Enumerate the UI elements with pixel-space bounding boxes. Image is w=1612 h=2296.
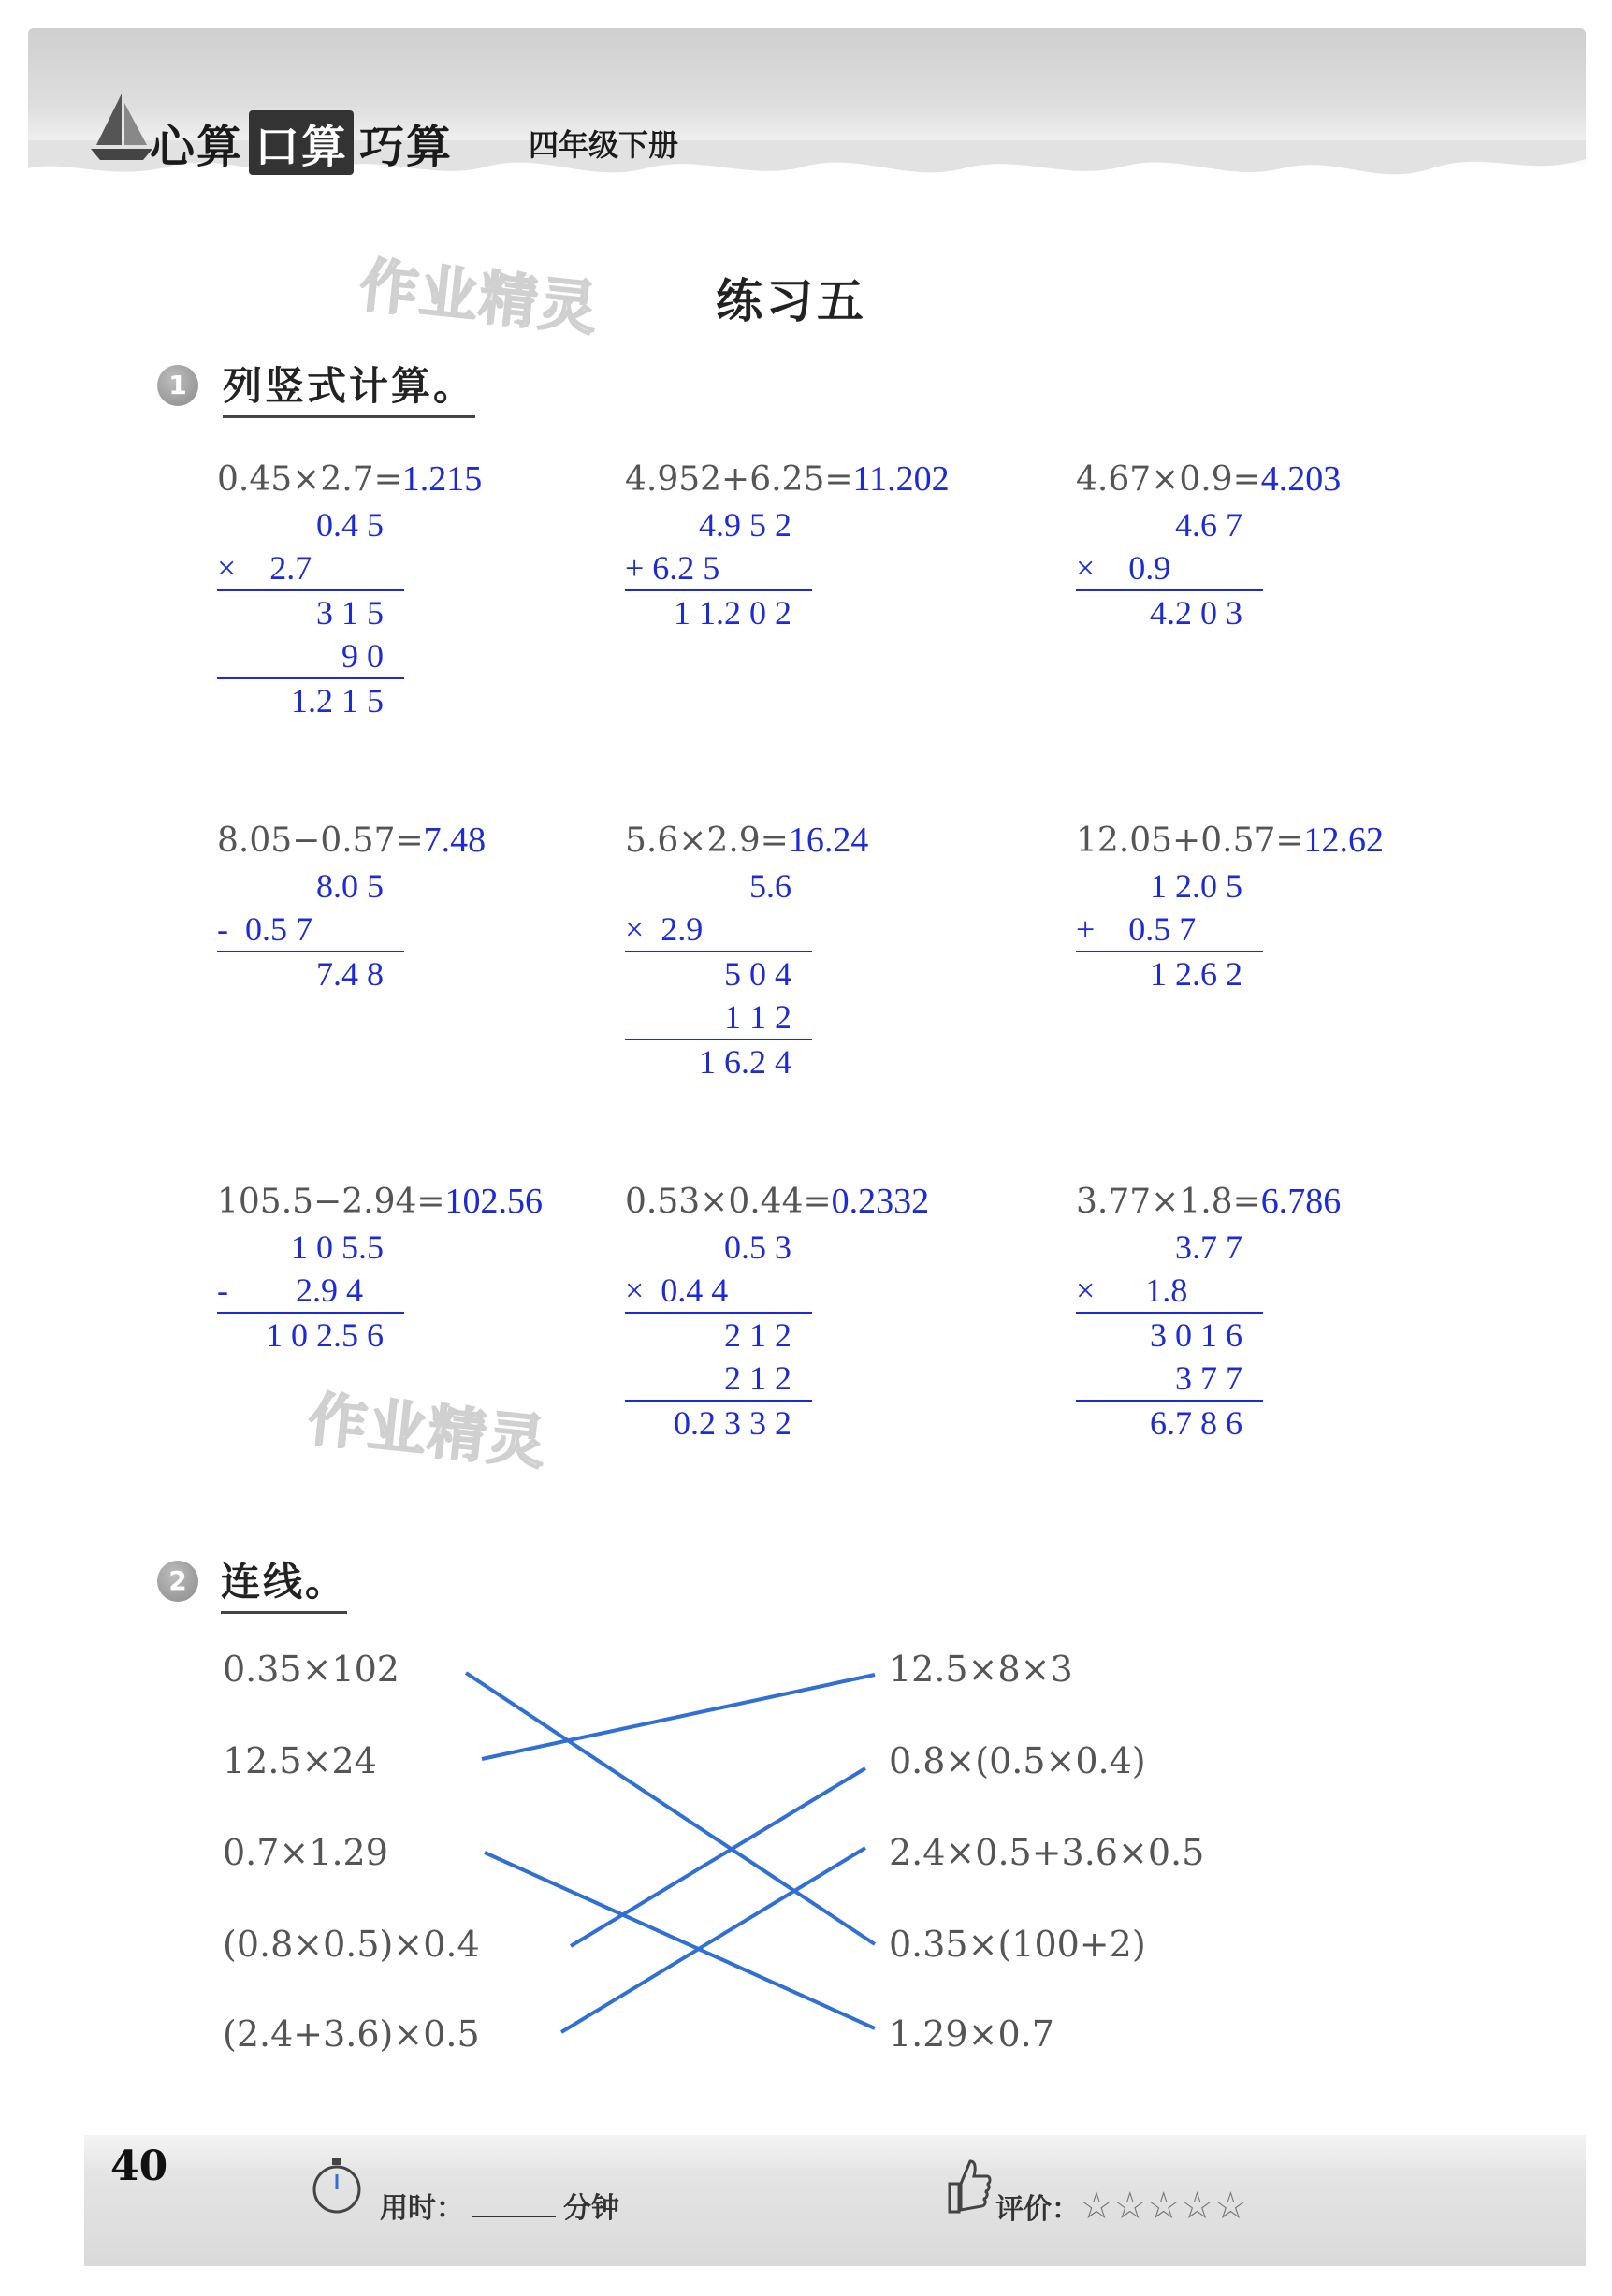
vertical-line: 6.7 8 6	[1076, 1400, 1263, 1445]
vertical-line: 8.0 5	[316, 867, 384, 905]
expression-text: 3.77×1.8=	[1076, 1183, 1261, 1221]
time-field: 用时： 分钟	[380, 2192, 619, 2225]
vertical-line: 4.6 7	[1175, 506, 1242, 544]
expression-text: 0.45×2.7=	[217, 460, 402, 499]
vertical-line: + 6.2 5	[625, 549, 720, 587]
handwritten-answer: 11.202	[852, 459, 950, 499]
stopwatch-icon	[309, 2152, 365, 2217]
match-right-item: 0.35×(100+2)	[889, 1924, 1146, 1965]
match-right-item: 12.5×8×3	[889, 1649, 1073, 1690]
vertical-line: × 0.9	[1076, 549, 1171, 587]
vertical-line: 1 2.0 5	[1150, 867, 1242, 905]
vertical-line: 4.9 5 2	[699, 506, 791, 544]
page-number: 40	[110, 2143, 168, 2190]
vertical-line: × 2.9	[625, 910, 704, 948]
watermark: 作业精灵	[305, 1384, 551, 1478]
handwritten-answer: 7.48	[423, 821, 487, 860]
vertical-line: 0.2 3 3 2	[625, 1400, 812, 1445]
expression-text: 12.05+0.57=	[1076, 821, 1304, 860]
handwritten-answer: 102.56	[444, 1182, 544, 1221]
vertical-line: 4.2 0 3	[1076, 589, 1263, 634]
handwritten-answer: 12.62	[1303, 821, 1385, 860]
vertical-line: 9 0	[341, 637, 384, 675]
expression-text: 0.53×0.44=	[625, 1183, 832, 1221]
section-number-badge: 2	[157, 1561, 198, 1602]
vertical-line: 1 0 5.5	[291, 1228, 384, 1266]
vertical-line: 1 6.2 4	[625, 1039, 812, 1083]
handwritten-answer: 16.24	[788, 821, 869, 860]
match-right-item: 2.4×0.5+3.6×0.5	[889, 1832, 1205, 1873]
grade-label: 四年级下册	[529, 127, 679, 163]
vertical-line: 3.7 7	[1175, 1228, 1242, 1266]
vertical-line: 2 1 2	[724, 1359, 791, 1397]
match-left-item: 12.5×24	[223, 1740, 377, 1781]
match-line	[466, 1673, 875, 1944]
vertical-line: 7.4 8	[217, 951, 404, 995]
match-line	[571, 1768, 865, 1946]
vertical-line: - 2.9 4	[217, 1272, 363, 1309]
handwritten-answer: 1.215	[401, 459, 483, 499]
expression-text: 4.67×0.9=	[1076, 460, 1261, 499]
vertical-line: 1 1 2	[724, 998, 791, 1036]
expression-text: 4.952+6.25=	[625, 460, 853, 499]
match-line	[482, 1675, 875, 1759]
match-left-item: (2.4+3.6)×0.5	[223, 2013, 480, 2055]
vertical-line: 3 7 7	[1175, 1359, 1242, 1397]
watermark: 作业精灵	[356, 250, 603, 344]
vertical-line: - 0.5 7	[217, 910, 312, 948]
vertical-line: 0.4 5	[316, 506, 384, 544]
vertical-line: 5.6	[749, 867, 791, 905]
vertical-line: 1 0 2.5 6	[217, 1312, 404, 1357]
match-left-item: 0.35×102	[223, 1649, 399, 1690]
match-right-item: 1.29×0.7	[889, 2013, 1054, 2055]
rating-field: 评价：☆☆☆☆☆	[995, 2185, 1248, 2228]
section-title: 连线。	[221, 1551, 347, 1614]
vertical-line: 2 1 2	[625, 1312, 812, 1357]
rating-stars[interactable]: ☆☆☆☆☆	[1080, 2185, 1248, 2228]
expression-text: 5.6×2.9=	[625, 821, 789, 860]
handwritten-answer: 4.203	[1260, 459, 1342, 499]
expression-text: 8.05−0.57=	[217, 821, 424, 860]
book-title: 心算 口算 巧算	[150, 110, 453, 175]
section-title: 列竖式计算。	[223, 356, 475, 418]
vertical-line: 1.2 1 5	[217, 677, 404, 722]
vertical-line: × 1.8	[1076, 1272, 1188, 1309]
vertical-line: 0.5 3	[724, 1228, 791, 1266]
vertical-line: × 0.4 4	[625, 1272, 729, 1309]
match-left-item: 0.7×1.29	[223, 1832, 388, 1873]
time-blank[interactable]	[472, 2216, 556, 2217]
vertical-line: + 0.5 7	[1076, 910, 1197, 948]
match-left-item: (0.8×0.5)×0.4	[223, 1924, 480, 1965]
vertical-line: × 2.7	[217, 549, 312, 587]
section-number-badge: 1	[157, 365, 198, 406]
vertical-line: 5 0 4	[625, 951, 812, 995]
handwritten-answer: 0.2332	[831, 1182, 930, 1221]
vertical-line: 3 1 5	[217, 589, 404, 634]
exercise-title: 练习五	[716, 273, 867, 328]
thumbs-up-icon	[940, 2152, 993, 2217]
vertical-line: 3 0 1 6	[1076, 1312, 1263, 1357]
match-right-item: 0.8×(0.5×0.4)	[889, 1740, 1146, 1781]
vertical-line: 1 1.2 0 2	[625, 589, 812, 634]
expression-text: 105.5−2.94=	[217, 1183, 445, 1221]
handwritten-answer: 6.786	[1260, 1182, 1342, 1221]
vertical-line: 1 2.6 2	[1076, 951, 1263, 995]
